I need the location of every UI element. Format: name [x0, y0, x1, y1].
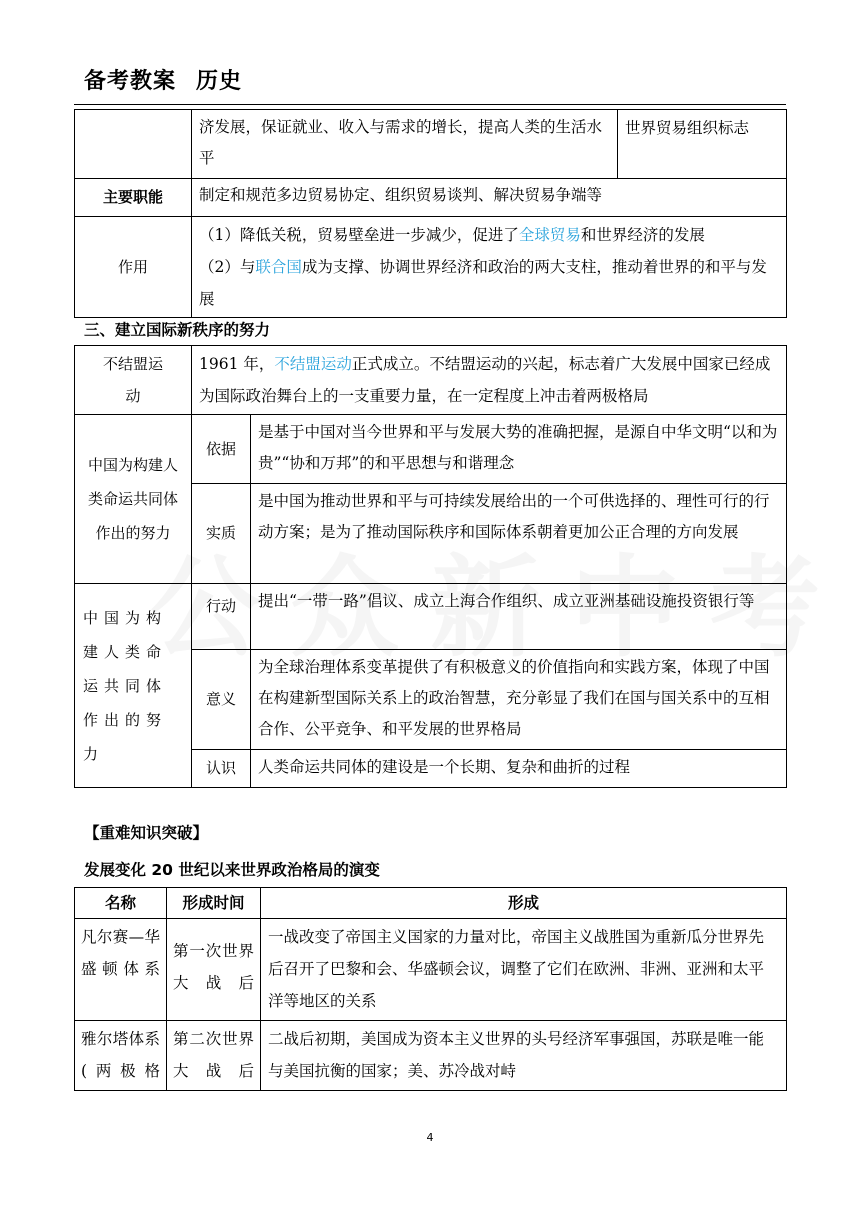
table-row [75, 1021, 787, 1091]
section-3-title: 三、建立国际新秩序的努力 [84, 321, 271, 339]
role-line-1: （1）降低关税，贸易壁垒进一步减少，促进了全球贸易和世界经济的发展 [199, 226, 705, 244]
evolution-title: 发展变化 20 世纪以来世界政治格局的演变 [84, 861, 380, 879]
header-name: 名称 [75, 888, 167, 919]
meaning-label: 意义 [192, 650, 251, 750]
united-nations-link[interactable]: 联合国 [255, 258, 302, 276]
essence-text: 是中国为推动世界和平与可持续发展给出的一个可供选择的、理性可行的行动方案；是为了推动国际秩序和国际体系朝着更加公正合理的方向发展 [251, 484, 787, 584]
header-subject-right: 历史 [196, 69, 243, 94]
wto-logo-caption: 世界贸易组织标志 [618, 110, 787, 179]
formation-time: 第一次世界大战后 [167, 919, 261, 1021]
china-efforts-label-1: 中国为构建人类命运共同体作出的努力 [75, 415, 192, 584]
table-row [75, 919, 787, 1021]
formation-time: 第二次世界大战后 [167, 1021, 261, 1091]
china-efforts-label-2: 中国为构建人类命运共同体作出的努力 [75, 584, 192, 788]
evolution-table [74, 887, 787, 1091]
basis-text: 是基于中国对当今世界和平与发展大势的准确把握，是源自中华文明“以和为贵”“协和万邦”的和平思想与和谐理念 [251, 415, 787, 484]
nam-text: 1961 年，不结盟运动正式成立。不结盟运动的兴起，标志着广大发展中国家已经成为国际政治舞台上的一支重要力量，在一定程度上冲击着两极格局 [192, 346, 787, 415]
formation-text: 二战后初期，美国成为资本主义世界的头号经济军事强国，苏联是唯一能与美国抗衡的国家；美、苏冷战对峙 [261, 1021, 787, 1091]
header-rule [74, 104, 786, 105]
nam-link[interactable]: 不结盟运动 [274, 355, 352, 373]
order-table [74, 345, 787, 788]
system-name: 凡尔赛—华盛顿体系 [75, 919, 167, 1021]
meaning-text: 为全球治理体系变革提供了有积极意义的价值指向和实践方案，体现了中国在构建新型国际关系上的政治智慧，充分彰显了我们在国与国关系中的互相合作、公平竞争、和平发展的世界格局 [251, 650, 787, 750]
basis-label: 依据 [192, 415, 251, 484]
main-function-text: 制定和规范多边贸易协定、组织贸易谈判、解决贸易争端等 [192, 179, 787, 217]
action-text: 提出“一带一路”倡议、成立上海合作组织、成立亚洲基础设施投资银行等 [251, 584, 787, 650]
nam-label: 不结盟运动 [75, 346, 192, 415]
breakthrough-title: 【重难知识突破】 [84, 824, 209, 842]
action-label: 行动 [192, 584, 251, 650]
main-function-label: 主要职能 [75, 179, 192, 217]
role-label: 作用 [75, 217, 192, 318]
role-line-2: （2）与联合国成为支撑、协调世界经济和政治的两大支柱，推动着世界的和平与发展 [199, 258, 767, 308]
wto-table [74, 109, 787, 318]
cognition-text: 人类命运共同体的建设是一个长期、复杂和曲折的过程 [251, 750, 787, 788]
essence-label: 实质 [192, 484, 251, 584]
cognition-label: 认识 [192, 750, 251, 788]
header-formation: 形成 [261, 888, 787, 919]
wto-row1-text: 济发展，保证就业、收入与需求的增长，提高人类的生活水平 [192, 110, 618, 179]
header-subject-left: 备考教案 [84, 69, 177, 94]
wto-row1-label [75, 110, 192, 179]
role-text [192, 217, 787, 318]
page-number: 4 [426, 1131, 434, 1144]
global-trade-link[interactable]: 全球贸易 [518, 226, 581, 244]
page-header [84, 64, 242, 95]
system-name: 雅尔塔体系(两极格 [75, 1021, 167, 1091]
header-time: 形成时间 [167, 888, 261, 919]
formation-text: 一战改变了帝国主义国家的力量对比，帝国主义战胜国为重新瓜分世界先后召开了巴黎和会、华盛顿会议，调整了它们在欧洲、非洲、亚洲和太平洋等地区的关系 [261, 919, 787, 1021]
